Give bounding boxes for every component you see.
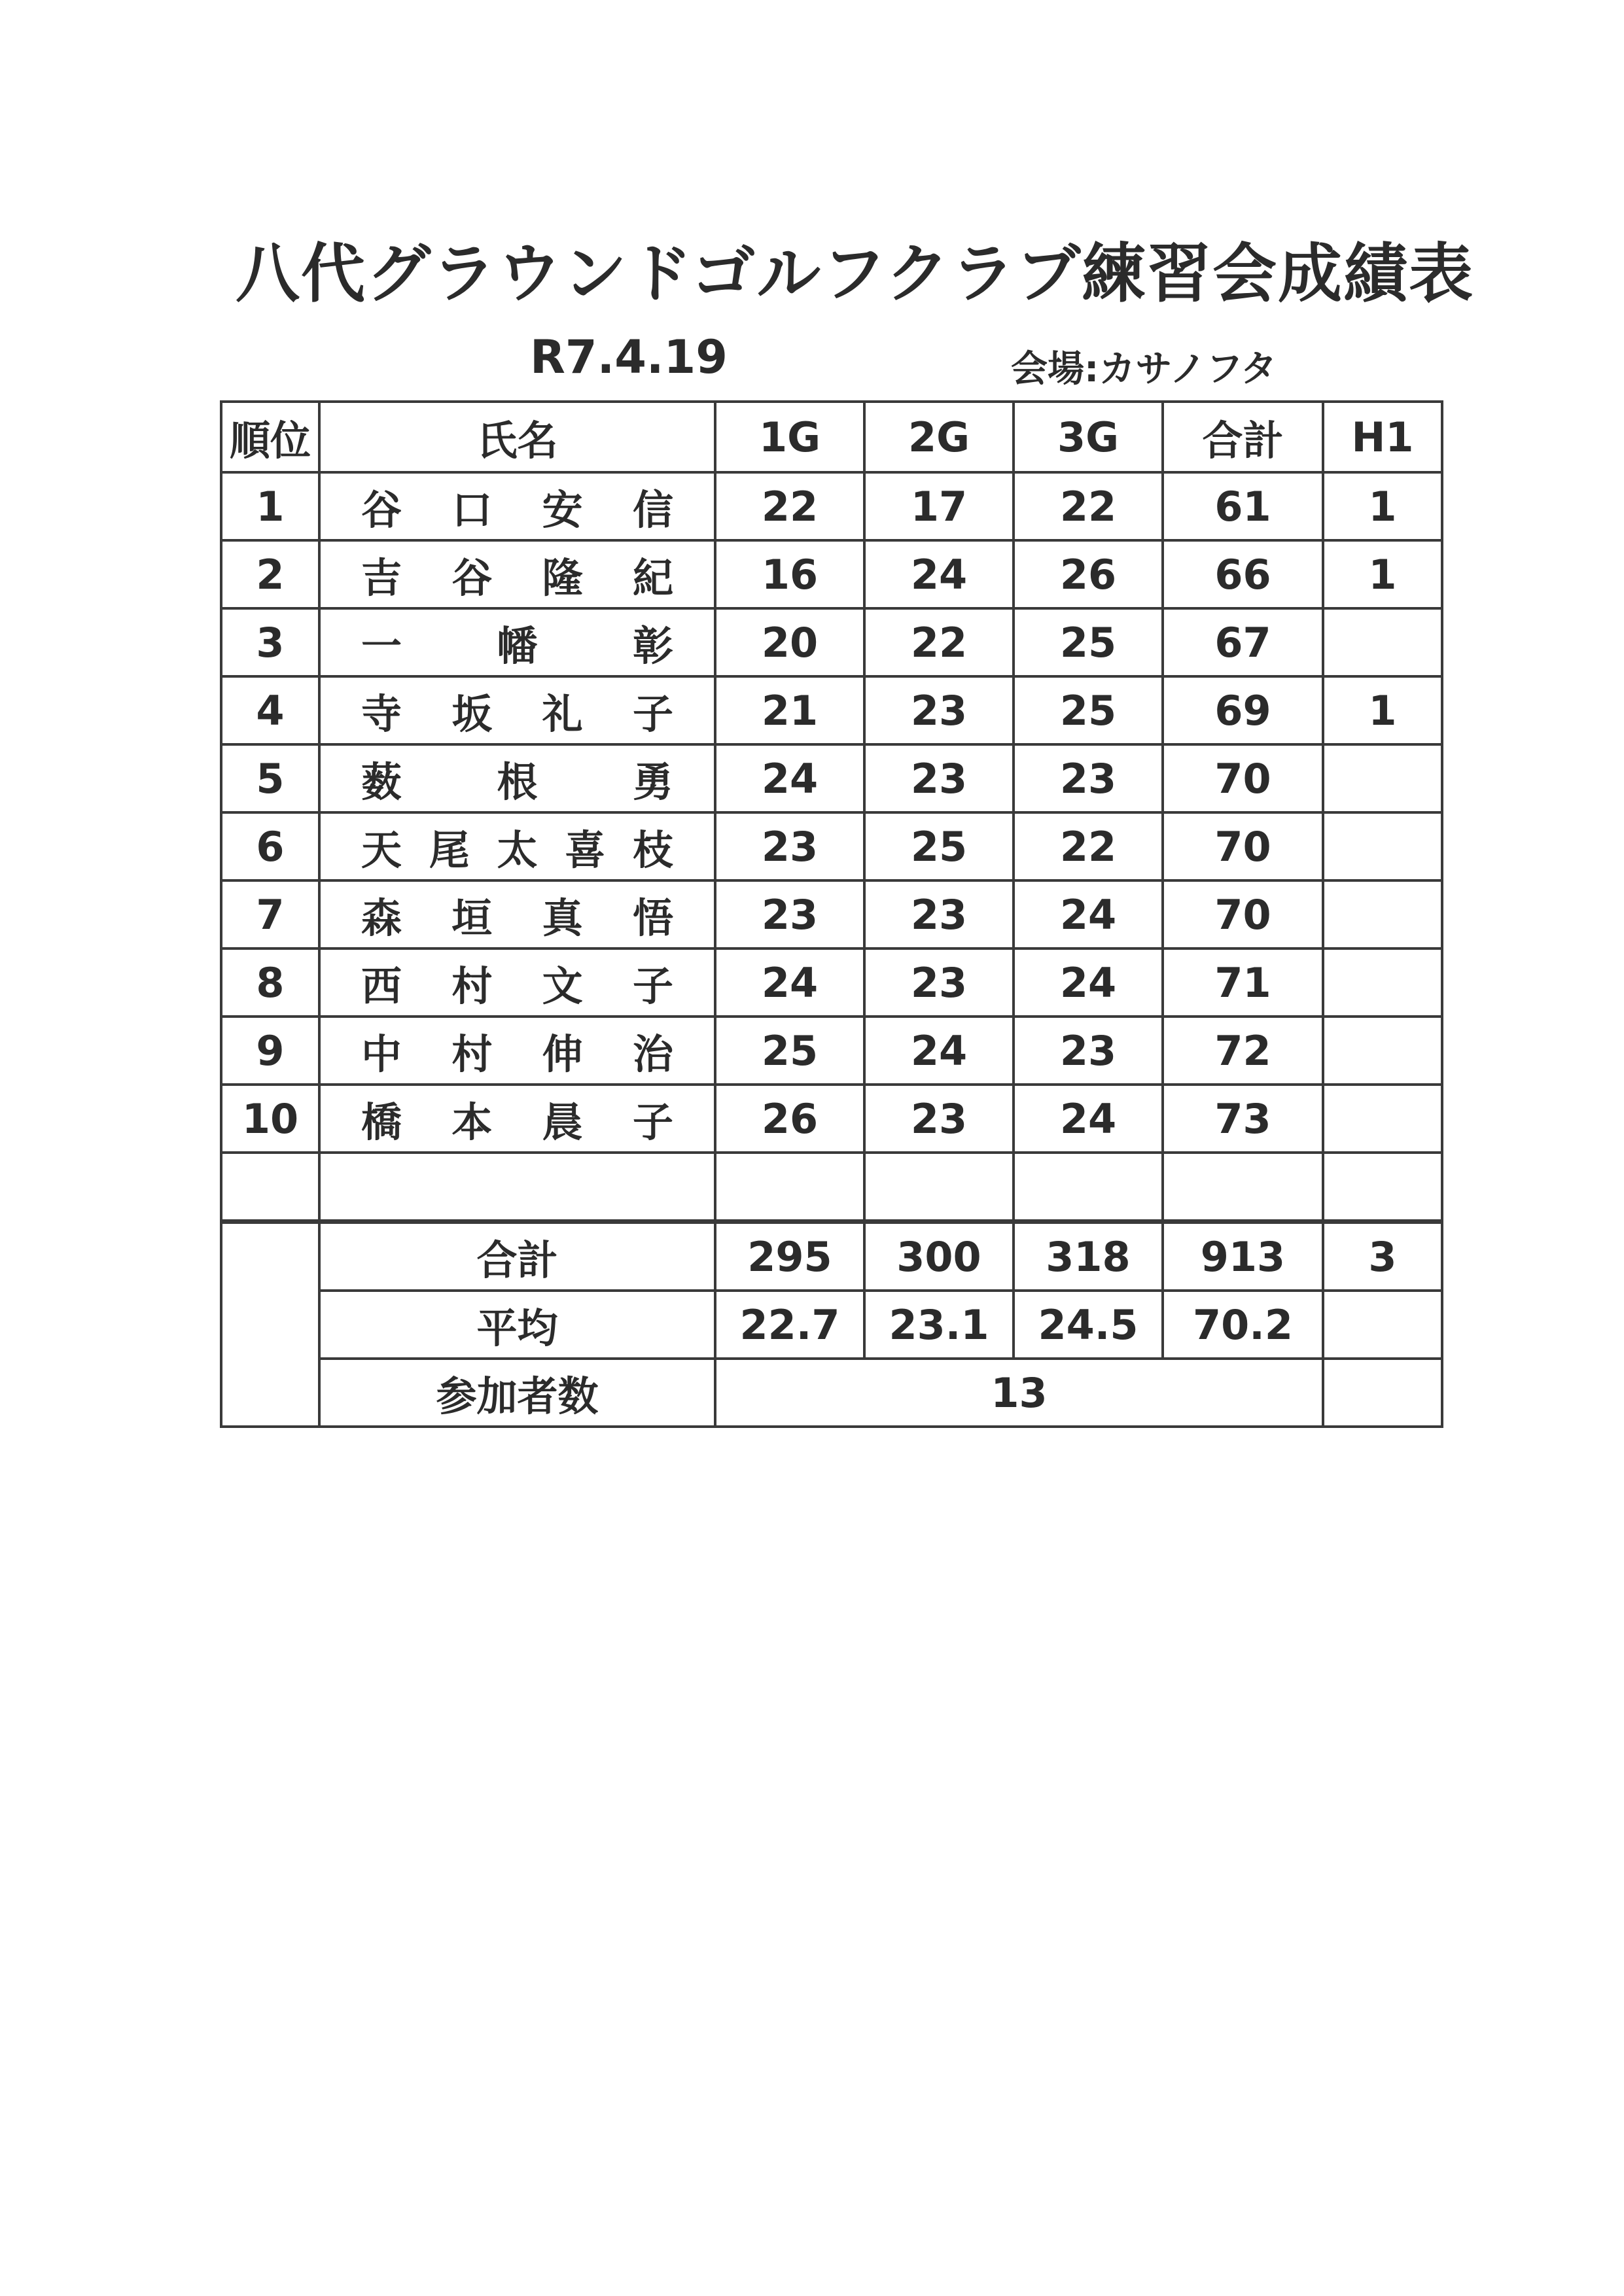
- table-row: [221, 744, 1442, 812]
- name-char: 橋: [361, 1098, 402, 1146]
- score-total: 66: [1163, 540, 1323, 608]
- name-char: 枝: [632, 826, 673, 874]
- score-3g: 23: [1014, 1017, 1163, 1085]
- rank-cell: 9: [221, 1017, 319, 1085]
- name-char: 伸: [542, 1030, 583, 1078]
- score-total: 70: [1163, 880, 1323, 948]
- name-char: 谷: [451, 553, 493, 602]
- rank-cell: 2: [221, 540, 319, 608]
- rank-cell: 7: [221, 880, 319, 948]
- score-3g: 23: [1014, 744, 1163, 812]
- score-h1: [1323, 948, 1442, 1017]
- blank-cell: [1014, 1153, 1163, 1222]
- name-char: 文: [542, 962, 583, 1010]
- table-row: [221, 676, 1442, 744]
- total-total: 913: [1163, 1222, 1323, 1291]
- score-total: 72: [1163, 1017, 1323, 1085]
- name-char: 村: [451, 962, 493, 1010]
- score-2g: 23: [864, 948, 1014, 1017]
- table-row: [221, 1017, 1442, 1085]
- name-char: 勇: [632, 757, 673, 806]
- total-2g: 300: [864, 1222, 1014, 1291]
- total-label: 合計: [319, 1222, 715, 1291]
- average-label: 平均: [319, 1291, 715, 1359]
- player-name-chars: [321, 682, 714, 740]
- page-title: 八代グラウンドゴルフクラブ練習会成績表: [236, 237, 1475, 311]
- score-2g: 24: [864, 540, 1014, 608]
- average-h1: [1323, 1291, 1442, 1359]
- header-3g: 3G: [1014, 402, 1163, 472]
- table-row: [221, 812, 1442, 880]
- name-char: 安: [542, 485, 583, 534]
- score-h1: [1323, 1017, 1442, 1085]
- venue-label: 会場 :: [1011, 348, 1099, 391]
- blank-cell: [221, 1153, 319, 1222]
- name-char: 坂: [451, 689, 493, 738]
- player-name: [319, 812, 715, 880]
- player-name-chars: [321, 818, 714, 876]
- header-2g: 2G: [864, 402, 1014, 472]
- score-h1: [1323, 1085, 1442, 1153]
- score-2g: 23: [864, 1085, 1014, 1153]
- player-name: [319, 676, 715, 744]
- score-3g: 24: [1014, 1085, 1163, 1153]
- name-char: 隆: [542, 553, 583, 602]
- table-row: [221, 608, 1442, 676]
- score-1g: 22: [715, 472, 864, 540]
- header-rank: 順位: [221, 402, 319, 472]
- name-char: 西: [361, 962, 402, 1010]
- summary-spacer: [221, 1222, 319, 1427]
- header-h1: H1: [1323, 402, 1442, 472]
- score-h1: [1323, 744, 1442, 812]
- score-h1: [1323, 608, 1442, 676]
- name-char: 根: [497, 757, 538, 806]
- score-1g: 24: [715, 948, 864, 1017]
- score-1g: 24: [715, 744, 864, 812]
- rank-cell: 6: [221, 812, 319, 880]
- rank-cell: 10: [221, 1085, 319, 1153]
- header-name: 氏名: [319, 402, 715, 472]
- total-1g: 295: [715, 1222, 864, 1291]
- score-h1: [1323, 880, 1442, 948]
- player-name-chars: [321, 750, 714, 808]
- score-2g: 24: [864, 1017, 1014, 1085]
- name-char: 喜: [565, 826, 606, 874]
- player-name: [319, 880, 715, 948]
- score-1g: 20: [715, 608, 864, 676]
- venue-value: カサノフタ: [1099, 348, 1277, 391]
- name-char: 村: [451, 1030, 493, 1078]
- blank-cell: [1163, 1153, 1323, 1222]
- score-total: 70: [1163, 744, 1323, 812]
- score-3g: 25: [1014, 676, 1163, 744]
- player-name-chars: [321, 546, 714, 604]
- player-name-chars: [321, 1090, 714, 1148]
- player-name: [319, 744, 715, 812]
- header-1g: 1G: [715, 402, 864, 472]
- rank-cell: 3: [221, 608, 319, 676]
- score-1g: 21: [715, 676, 864, 744]
- name-char: 薮: [361, 757, 402, 806]
- player-name: [319, 948, 715, 1017]
- blank-cell: [715, 1153, 864, 1222]
- name-char: 真: [542, 894, 583, 942]
- score-1g: 23: [715, 812, 864, 880]
- name-char: 紀: [632, 553, 673, 602]
- player-name: [319, 1017, 715, 1085]
- blank-cell: [864, 1153, 1014, 1222]
- name-char: 垣: [451, 894, 493, 942]
- average-2g: 23.1: [864, 1291, 1014, 1359]
- name-char: 寺: [361, 689, 402, 738]
- score-1g: 16: [715, 540, 864, 608]
- name-char: 信: [632, 485, 673, 534]
- participants-value: 13: [715, 1359, 1323, 1427]
- score-total: 71: [1163, 948, 1323, 1017]
- score-3g: 25: [1014, 608, 1163, 676]
- score-2g: 23: [864, 676, 1014, 744]
- name-char: 悟: [632, 894, 673, 942]
- score-2g: 17: [864, 472, 1014, 540]
- total-3g: 318: [1014, 1222, 1163, 1291]
- blank-cell: [1323, 1153, 1442, 1222]
- score-total: 70: [1163, 812, 1323, 880]
- rank-cell: 8: [221, 948, 319, 1017]
- score-3g: 24: [1014, 880, 1163, 948]
- blank-cell: [319, 1153, 715, 1222]
- name-char: 子: [632, 1098, 673, 1146]
- total-h1: 3: [1323, 1222, 1442, 1291]
- header-row: [221, 402, 1442, 472]
- score-2g: 23: [864, 744, 1014, 812]
- table-row: [221, 948, 1442, 1017]
- player-name-chars: [321, 954, 714, 1012]
- name-char: 吉: [361, 553, 402, 602]
- score-2g: 23: [864, 880, 1014, 948]
- table-row: [221, 880, 1442, 948]
- player-name-chars: [321, 614, 714, 672]
- name-char: 治: [632, 1030, 673, 1078]
- player-name: [319, 472, 715, 540]
- score-1g: 25: [715, 1017, 864, 1085]
- player-name-chars: [321, 886, 714, 944]
- score-h1: 1: [1323, 540, 1442, 608]
- participants-h1: [1323, 1359, 1442, 1427]
- name-char: 口: [451, 485, 493, 534]
- player-name: [319, 608, 715, 676]
- summary-body: [221, 1153, 1442, 1427]
- score-body: [221, 472, 1442, 1153]
- player-name-chars: [321, 478, 714, 536]
- table-row: [221, 472, 1442, 540]
- rank-cell: 5: [221, 744, 319, 812]
- score-1g: 23: [715, 880, 864, 948]
- average-3g: 24.5: [1014, 1291, 1163, 1359]
- rank-cell: 1: [221, 472, 319, 540]
- score-total: 73: [1163, 1085, 1323, 1153]
- participants-row: [221, 1359, 1442, 1427]
- score-1g: 26: [715, 1085, 864, 1153]
- name-char: 幡: [497, 621, 538, 670]
- score-3g: 24: [1014, 948, 1163, 1017]
- score-3g: 22: [1014, 812, 1163, 880]
- name-char: 晨: [542, 1098, 583, 1146]
- score-h1: 1: [1323, 676, 1442, 744]
- score-table: [220, 400, 1443, 1428]
- score-h1: 1: [1323, 472, 1442, 540]
- name-char: 中: [361, 1030, 402, 1078]
- name-char: 天: [361, 826, 402, 874]
- header-total: 合計: [1163, 402, 1323, 472]
- average-1g: 22.7: [715, 1291, 864, 1359]
- event-date: R7.4.19: [530, 330, 728, 384]
- average-row: [221, 1291, 1442, 1359]
- blank-row: [221, 1153, 1442, 1222]
- name-char: 尾: [429, 826, 470, 874]
- table-row: [221, 1085, 1442, 1153]
- score-2g: 25: [864, 812, 1014, 880]
- score-total: 69: [1163, 676, 1323, 744]
- score-h1: [1323, 812, 1442, 880]
- score-3g: 26: [1014, 540, 1163, 608]
- total-row: [221, 1222, 1442, 1291]
- score-total: 61: [1163, 472, 1323, 540]
- name-char: 子: [632, 962, 673, 1010]
- name-char: 太: [497, 826, 538, 874]
- participants-label: 参加者数: [319, 1359, 715, 1427]
- name-char: 森: [361, 894, 402, 942]
- player-name: [319, 1085, 715, 1153]
- rank-cell: 4: [221, 676, 319, 744]
- venue: [1011, 340, 1277, 392]
- score-total: 67: [1163, 608, 1323, 676]
- score-2g: 22: [864, 608, 1014, 676]
- player-name-chars: [321, 1022, 714, 1080]
- player-name: [319, 540, 715, 608]
- name-char: 礼: [542, 689, 583, 738]
- name-char: 本: [451, 1098, 493, 1146]
- average-total: 70.2: [1163, 1291, 1323, 1359]
- score-3g: 22: [1014, 472, 1163, 540]
- name-char: 彰: [632, 621, 673, 670]
- name-char: 谷: [361, 485, 402, 534]
- name-char: 子: [632, 689, 673, 738]
- table-row: [221, 540, 1442, 608]
- name-char: 一: [361, 621, 402, 670]
